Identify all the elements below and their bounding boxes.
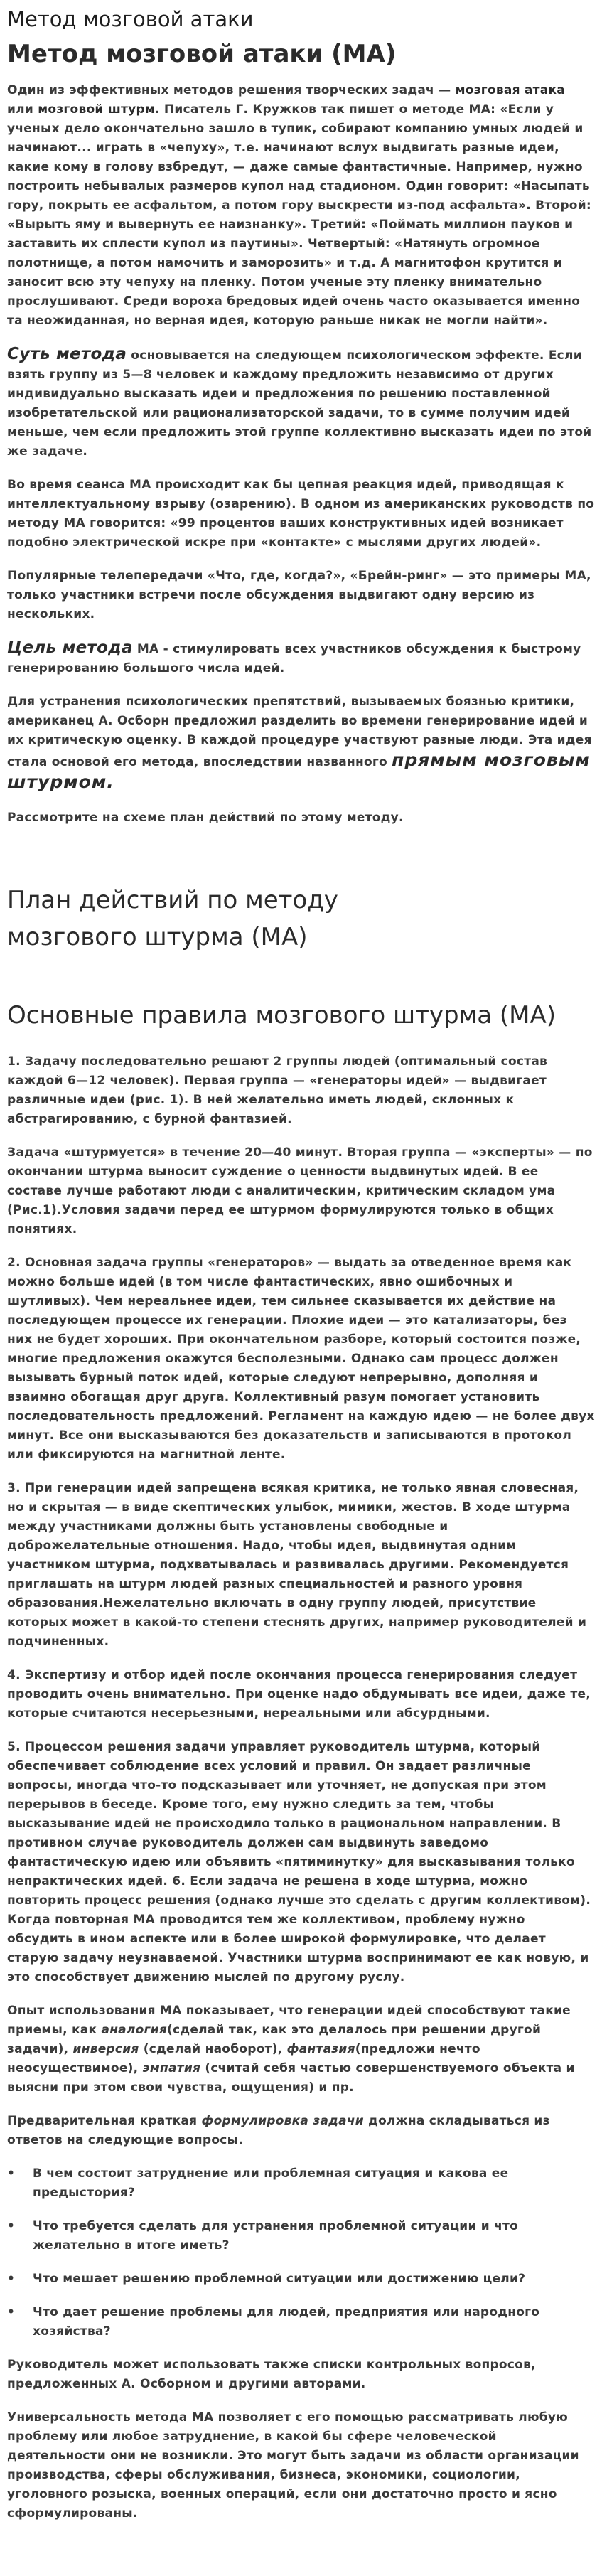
rule-paragraph: 5. Процессом решения задачи управляет руководитель штурма, который обеспечивает соблюдение всех условий и правил. Он задает различные вопросы, иногда что-то подсказывает или уточняет, не допуская при этом перерывов в беседе. Кроме того, ему нужно следить за тем, чтобы высказывание идей не происходило только в рациональном направлении. В противном случае руководитель должен сам выдвинуть заведомо фантастическую идею или объявить «пятиминутку» для высказывания только непрактических идей. 6. Если задача не решена в ходе штурма, можно повторить процесс решения (однако лучше это сделать с другим коллективом). Когда повторная МА проводится тем же коллективом, проблему нужно обсудить в ином аспекте или в более широкой формулировке, что делает старую задачу неузнаваемой. Участники штурма воспринимают ее как новую, и это способствует движению мыслей по другому руслу.: [7, 1740, 591, 1984]
question-text: Что требуется сделать для устранения проблемной ситуации и что желательно в итоге иметь?: [33, 2219, 519, 2252]
list-item: [7, 2164, 595, 2203]
prelim-text: должна складываться из ответов на следующие вопросы.: [7, 2114, 550, 2147]
goal-text: МА - стимулировать всех участников обсуждения к быстрому генерированию большого числа идей.: [7, 642, 581, 675]
rule-paragraph: 4. Экспертизу и отбор идей после окончания процесса генерирования следует проводить очень внимательно. При оценке надо обдумывать все идеи, даже те, которые считаются несерьезными, нереальными или абсурдными.: [7, 1668, 591, 1721]
rules-heading: [7, 997, 595, 1034]
rule-paragraph: 3. При генерации идей запрещена всякая критика, не только явная словесная, но и скрытая — в виде скептических улыбок, мимики, жестов. В ходе штурма между участниками должны быть установлены свободные и доброжелательные отношения. Надо, чтобы идея, выдвинутая одним участником штурма, подхватывалась и развивалась другими. Рекомендуется приглашать на штурм людей разных специальностей и разного уровня образования.Нежелательно включать в одну группу людей, присутствие которых может в какой-то степени стеснять других, например руководителей и подчиненных.: [7, 1481, 587, 1649]
term-inversion: инверсия: [72, 2042, 139, 2056]
question-text: Что дает решение проблемы для людей, предприятия или народного хозяйства?: [33, 2305, 540, 2339]
session-paragraph: Во время сеанса МА происходит как бы цепная реакция идей, приводящая к интеллектуальному взрыву (озарению). В одном из американских руководств по методу МА говорится: «99 процентов ваших конструктивных идей возникает подобно электрической искре при «контакте» с мыслями других людей».: [7, 478, 595, 550]
list-item: [7, 2270, 595, 2289]
question-text: В чем состоит затруднение или проблемная ситуация и какова ее предыстория?: [33, 2166, 509, 2200]
intro-paragraph: [7, 81, 595, 331]
osborn-text: Для устранения психологических препятствий, вызываемых боязнью критики, американец А. Осборн предложил разделить во времени генерирование идей и их критическую оценку. В каждой процедуре участвуют разные люди. Эта идея стала основой его метода, впоследствии названного: [7, 695, 592, 769]
rule-paragraph: 2. Основная задача группы «генераторов» — выдать за отведенное время как можно больше идей (в том числе фантастических, явно ошибочных и шутливых). Чем нереальнее идеи, тем сильнее сказывается их действие на последующем процессе их генерации. Плохие идеи — это катализаторы, без них не будет хороших. При окончательном разборе, который состоится позже, многие предложения окажутся бесполезными. Однако сам процесс должен вызывать бурный поток идей, которые следуют непрерывно, дополняя и взаимно обогащая друг друга. Коллективный разум помогает установить последовательность предложений. Регламент на каждую идею — не более двух минут. Все они высказываются без доказательств и записываются в протокол или фиксируются на магнитной ленте.: [7, 1256, 595, 1462]
page-title: Метод мозговой атаки (МА): [7, 40, 397, 68]
experience-text: (сделай наоборот),: [139, 2042, 287, 2056]
link-brainstorm-attack[interactable]: мозговая атака: [455, 83, 565, 97]
term-empathy: эмпатия: [142, 2061, 201, 2075]
rules-title: Основные правила мозгового штурма (МА): [7, 1001, 557, 1030]
prelim-text: Предварительная краткая: [7, 2114, 202, 2128]
checklists-paragraph: Руководитель может использовать также списки контрольных вопросов, предложенных А. Осборном и другими авторами.: [7, 2358, 536, 2391]
osborn-paragraph: [7, 693, 595, 794]
intro-text-end: . Писатель Г. Кружков так пишет о методе МА: «Если у ученых дело окончательно зашло в тупик, собирают компанию умных людей и начинают... играть в «чепуху», т.е. начинают вслух выдвигать разные идеи, какие кому в голову взбредут, — даже самые фантастичные. Например, нужно построить небывалых размеров купол над стадионом. Один говорит: «Насыпать гору, покрыть ее асфальтом, а потом гору выскрести из-под асфальта». Второй: «Вырыть яму и вывернуть ее наизнанку». Третий: «Поймать миллион пауков и заставить их сплести купол из паутины». Четвертый: «Натянуть огромное полотнище, а потом намочить и заморозить» и т.д. А магнитофон крутится и заносит всю эту чепуху на пленку. Потом ученые эту пленку внимательно прослушивают. Среди вороха бредовых идей очень часто оказывается именно та неожиданная, но верная идея, которую раньше никак не могли найти».: [7, 102, 591, 328]
osborn-lead: прямым мозговым штурмом.: [7, 749, 591, 792]
universality-paragraph: Универсальность метода МА позволяет с его помощью рассматривать любую проблему или любое затруднение, в какой бы сфере человеческой деятельности они не возникли. Это могут быть задачи из области организации производства, сферы обслуживания, бизнеса, экономики, социологии, уголовного розыска, военных операций, если они достаточно просто и ясно сформулированы.: [7, 2410, 579, 2521]
bullet-marker: •: [7, 2272, 16, 2286]
bullet-marker: •: [7, 2305, 16, 2319]
rule-paragraph: 1. Задачу последовательно решают 2 группы людей (оптимальный состав каждой 6—12 человек). Первая группа — «генераторы идей» — выдвигает различные идеи (рис. 1). В ней желательно иметь людей, склонных к абстрагированию, с бурной фантазией.: [7, 1054, 548, 1126]
list-item: [7, 2303, 595, 2341]
essence-text: основывается на следующем психологическом эффекте. Если взять группу из 5—8 человек и каждому предложить независимо от других индивидуально высказать идеи и предложения по решению поставленной изобретательской или рационализаторской задачи, то в сумме получим идей меньше, чем если предложить этой группе коллективно высказать идеи по этой же задаче.: [7, 348, 592, 459]
experience-text: (считай себя частью совершенствуемого объекта и выясни при этом свои чувства, ощущения) и пр.: [7, 2061, 575, 2095]
tv-paragraph: Популярные телепередачи «Что, где, когда?», «Брейн-ринг» — это примеры МА, только участники встречи после обсуждения выдвигают одну версию из нескольких.: [7, 569, 591, 621]
term-analogy: аналогия: [101, 2023, 167, 2037]
experience-text: (сделай так, как это делалось при решении другой задачи),: [7, 2023, 542, 2056]
goal-lead: Цель метода: [7, 638, 133, 657]
essence-lead: Суть метода: [7, 345, 127, 363]
term-task-formulation: формулировка задачи: [201, 2114, 364, 2128]
intro-text-start: Один из эффективных методов решения творческих задач —: [7, 83, 456, 97]
question-text: Что мешает решению проблемной ситуации или достижению цели?: [33, 2272, 526, 2286]
goal-paragraph: [7, 638, 595, 678]
link-brainstorm-storm[interactable]: мозговой штурм: [38, 102, 156, 117]
spacer: [7, 842, 595, 867]
experience-text: Опыт использования МА показывает, что генерации идей способствуют такие приемы, как: [7, 2004, 571, 2037]
experience-paragraph: [7, 2002, 595, 2097]
scheme-paragraph: Рассмотрите на схеме план действий по этому методу.: [7, 811, 404, 825]
intro-text-mid: или: [7, 102, 38, 117]
breadcrumb: Метод мозговой атаки: [7, 7, 254, 31]
rule-paragraph: Задача «штурмуется» в течение 20—40 минут. Вторая группа — «эксперты» — по окончании штурма выносит суждение о ценности выдвинутых идей. В ее составе лучше работают люди с аналитическим, критическим складом ума (Рис.1).Условия задачи перед ее штурмом формулируются только в общих понятиях.: [7, 1145, 593, 1236]
term-fantasy: фантазия: [286, 2042, 355, 2056]
essence-paragraph: [7, 345, 595, 461]
list-item: [7, 2217, 595, 2255]
experience-text: (предложи нечто неосуществимое),: [7, 2042, 480, 2075]
bullet-marker: •: [7, 2166, 16, 2181]
prelim-paragraph: [7, 2112, 595, 2150]
plan-title-line2: мозгового штурма (МА): [7, 923, 308, 951]
bullet-marker: •: [7, 2219, 16, 2233]
plan-title-line1: План действий по методу: [7, 886, 338, 914]
plan-heading: [7, 882, 595, 956]
